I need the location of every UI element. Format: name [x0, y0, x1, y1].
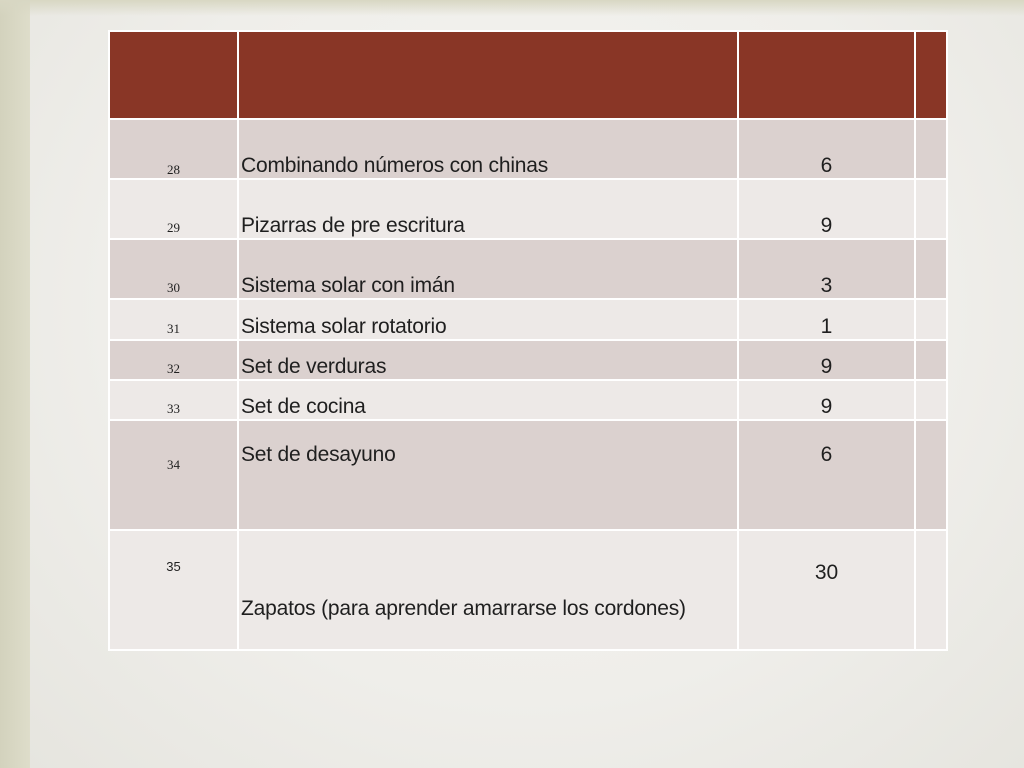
empty-cell	[915, 340, 947, 380]
row-number: 35	[109, 530, 238, 650]
table-row	[109, 299, 947, 340]
item-quantity: 9	[738, 380, 915, 420]
row-number: 32	[109, 340, 238, 380]
row-number: 28	[109, 119, 238, 179]
item-name: Pizarras de pre escritura	[238, 179, 738, 239]
item-name: Set de cocina	[238, 380, 738, 420]
inventory-table	[108, 30, 948, 651]
slide-left-border	[0, 0, 30, 768]
row-number: 30	[109, 239, 238, 299]
table-row	[109, 420, 947, 530]
table-row	[109, 179, 947, 239]
row-number: 33	[109, 380, 238, 420]
row-number: 31	[109, 299, 238, 340]
slide-top-border	[0, 0, 1024, 16]
table-row	[109, 380, 947, 420]
item-name: Zapatos (para aprender amarrarse los cordones)	[238, 530, 738, 650]
empty-cell	[915, 530, 947, 650]
empty-cell	[915, 380, 947, 420]
empty-cell	[915, 119, 947, 179]
item-name: Combinando números con chinas	[238, 119, 738, 179]
item-quantity: 6	[738, 119, 915, 179]
table-header-row	[109, 31, 947, 119]
empty-cell	[915, 420, 947, 530]
item-name: Sistema solar con imán	[238, 239, 738, 299]
row-number: 29	[109, 179, 238, 239]
table-row	[109, 239, 947, 299]
header-cell	[738, 31, 915, 119]
header-cell	[238, 31, 738, 119]
item-quantity: 9	[738, 179, 915, 239]
item-quantity: 1	[738, 299, 915, 340]
item-name: Set de desayuno	[238, 420, 738, 530]
empty-cell	[915, 299, 947, 340]
item-quantity: 30	[738, 530, 915, 650]
table-row	[109, 530, 947, 650]
empty-cell	[915, 179, 947, 239]
item-quantity: 9	[738, 340, 915, 380]
row-number: 34	[109, 420, 238, 530]
item-name: Set de verduras	[238, 340, 738, 380]
item-name: Sistema solar rotatorio	[238, 299, 738, 340]
header-cell	[915, 31, 947, 119]
header-cell	[109, 31, 238, 119]
empty-cell	[915, 239, 947, 299]
table-row	[109, 119, 947, 179]
item-quantity: 6	[738, 420, 915, 530]
table-row	[109, 340, 947, 380]
item-quantity: 3	[738, 239, 915, 299]
